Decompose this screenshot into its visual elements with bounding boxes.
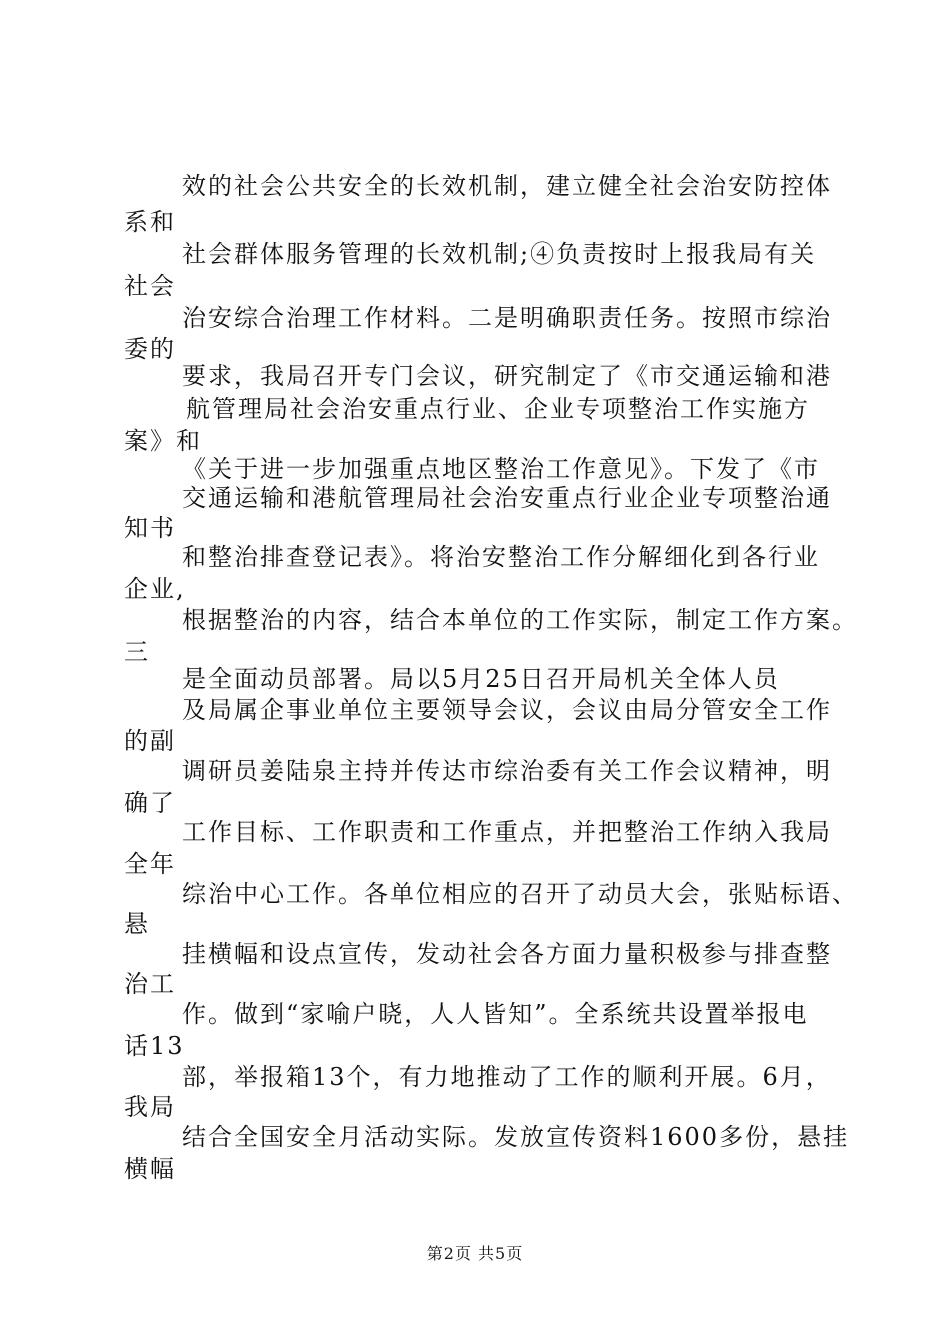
text-line: 和整治排查登记表》。将治安整治工作分解细化到各行业 <box>182 543 820 571</box>
text-line: 结合全国安全月活动实际。发放宣传资料1600多份，悬挂 <box>182 1123 850 1151</box>
text-line: 知书 <box>124 514 176 542</box>
text-line: 我局 <box>124 1093 176 1121</box>
page-number-footer: 第2页 共5页 <box>426 1244 524 1263</box>
text-line: 委的 <box>124 335 176 363</box>
text-line: 交通运输和港航管理局社会治安重点行业企业专项整治通 <box>182 484 832 512</box>
text-line: 的副 <box>124 727 176 755</box>
text-line: 三 <box>124 638 150 666</box>
text-line: 及局属企事业单位主要领导会议，会议由局分管安全工作 <box>182 696 832 724</box>
text-line: 系和 <box>124 208 176 236</box>
text-line: 航管理局社会治安重点行业、企业专项整治工作实施方 <box>186 395 810 423</box>
text-line: 效的社会公共安全的长效机制，建立健全社会治安防控体 <box>182 172 832 200</box>
text-line: 工作目标、工作职责和工作重点，并把整治工作纳入我局 <box>182 818 832 846</box>
text-line: 企业, <box>124 575 186 603</box>
text-line: 挂横幅和设点宣传，发动社会各方面力量积极参与排查整 <box>182 940 832 968</box>
text-line: 确了 <box>124 789 176 817</box>
text-line: 综治中心工作。各单位相应的召开了动员大会，张贴标语、 <box>182 880 858 908</box>
text-line: 治安综合治理工作材料。二是明确职责任务。按照市综治 <box>182 304 832 332</box>
text-line: 横幅 <box>124 1155 176 1183</box>
text-line: 治工 <box>124 970 176 998</box>
text-line: 要求，我局召开专门会议，研究制定了《市交通运输和港 <box>182 362 832 390</box>
text-line: 话13 <box>124 1032 185 1060</box>
text-line: 部，举报箱13个，有力地推动了工作的顺利开展。6月， <box>182 1063 832 1091</box>
text-line: 根据整治的内容，结合本单位的工作实际，制定工作方案。 <box>182 606 858 634</box>
text-line: 调研员姜陆泉主持并传达市综治委有关工作会议精神，明 <box>182 757 832 785</box>
text-line: 《关于进一步加强重点地区整治工作意见》。下发了《市 <box>182 455 820 483</box>
text-line: 案》和 <box>124 427 202 455</box>
text-line: 作。做到“家喻户晓，人人皆知”。全系统共设置举报电 <box>182 1000 809 1028</box>
text-line: 悬 <box>124 910 150 938</box>
text-line: 社会 <box>124 272 176 300</box>
text-line: 全年 <box>124 850 176 878</box>
text-line: 是全面动员部署。局以5月25日召开局机关全体人员 <box>182 665 780 693</box>
text-line: 社会群体服务管理的长效机制;④负责按时上报我局有关 <box>182 240 817 268</box>
